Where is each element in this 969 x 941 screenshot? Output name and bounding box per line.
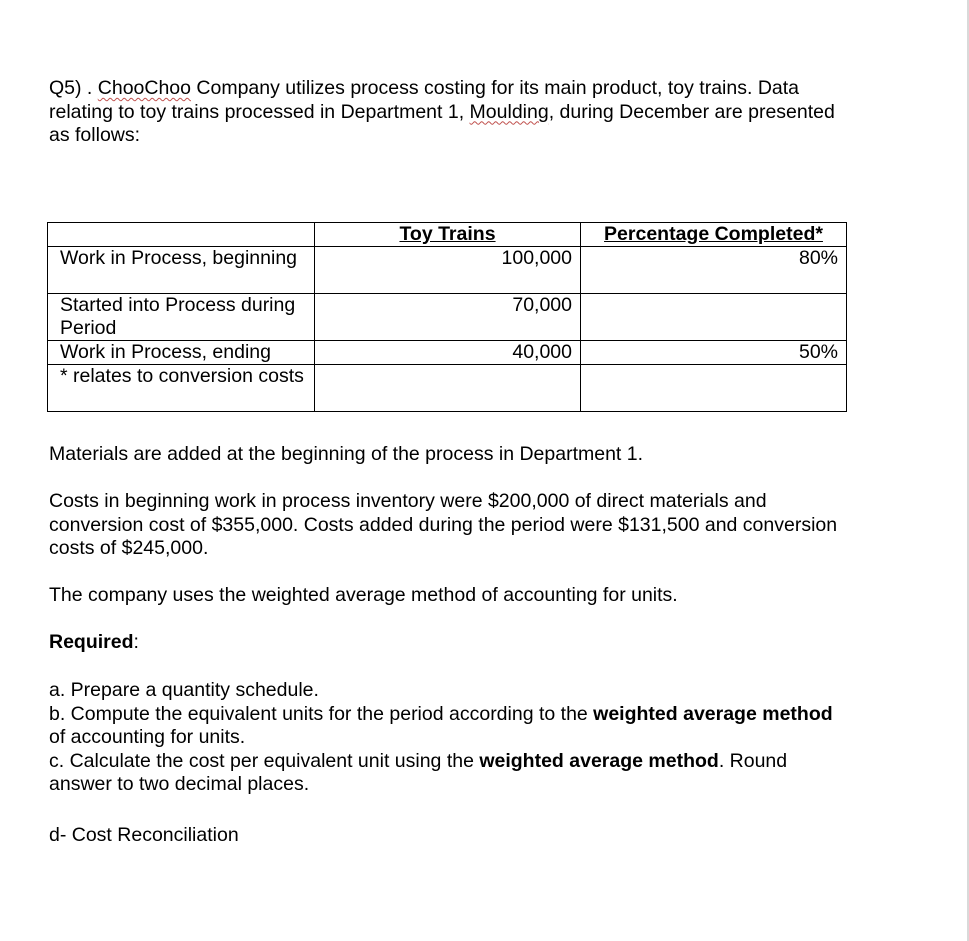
costs-paragraph: Costs in beginning work in process inventory were $200,000 of direct materials and conversion cost of $355,000. Costs added during the period were $131,500 and conversion costs of $245,000.: [49, 490, 838, 559]
requirement-c-bold: weighted average method: [479, 749, 719, 772]
row-label: Work in Process, ending: [48, 341, 315, 365]
row-percent: [581, 365, 847, 412]
header-cell-percent: [581, 223, 847, 247]
header-percentage-completed: Percentage Completed*: [604, 223, 823, 245]
header-cell-units: [315, 223, 581, 247]
row-units: 70,000: [315, 294, 581, 341]
question-intro: [49, 77, 849, 148]
table-row: [48, 365, 847, 412]
method-paragraph: The company uses the weighted average method of accounting for units.: [49, 584, 678, 606]
row-label: Work in Process, beginning: [48, 247, 315, 294]
requirements-list: [49, 679, 849, 797]
row-units: 100,000: [315, 247, 581, 294]
header-cell-blank: [48, 223, 315, 247]
requirement-b-suffix: of accounting for units.: [49, 726, 246, 748]
table-row: [48, 341, 847, 365]
table-row: [48, 294, 847, 341]
requirement-c-suffix: . Round answer to two decimal places.: [49, 749, 788, 795]
requirement-d: d- Cost Reconciliation: [49, 824, 239, 846]
row-percent: [581, 294, 847, 341]
row-percent: 50%: [581, 341, 847, 365]
header-toy-trains: Toy Trains: [399, 223, 496, 245]
requirement-a: a. Prepare a quantity schedule.: [49, 679, 319, 701]
row-units: [315, 365, 581, 412]
table-header-row: [48, 223, 847, 247]
materials-paragraph: Materials are added at the beginning of the process in Department 1.: [49, 443, 644, 465]
required-label: Required: [49, 631, 134, 653]
row-label: Started into Process during Period: [48, 294, 315, 341]
company-name: ChooChoo: [97, 77, 191, 99]
required-colon: :: [133, 631, 139, 653]
row-units: 40,000: [315, 341, 581, 365]
intro-suffix: , during December are presented as follows:: [49, 100, 835, 146]
units-table: [47, 222, 847, 412]
department-name: Moulding: [469, 100, 549, 123]
footnote-label: * relates to conversion costs: [48, 365, 315, 412]
row-percent: 80%: [581, 247, 847, 294]
table-row: [48, 247, 847, 294]
question-number: Q5) .: [49, 77, 98, 99]
intro-text: Company utilizes process costing for its main product, toy trains. Data relating to toy trains processed in Department 1,: [49, 77, 800, 123]
requirement-c-text: c. Calculate the cost per equivalent unit using the: [49, 749, 480, 772]
requirement-c: [49, 750, 849, 797]
required-heading: [49, 631, 139, 655]
requirement-b: [49, 703, 849, 750]
requirement-b-bold: weighted average method: [593, 702, 833, 725]
requirement-b-text: b. Compute the equivalent units for the period according to the: [49, 702, 594, 725]
